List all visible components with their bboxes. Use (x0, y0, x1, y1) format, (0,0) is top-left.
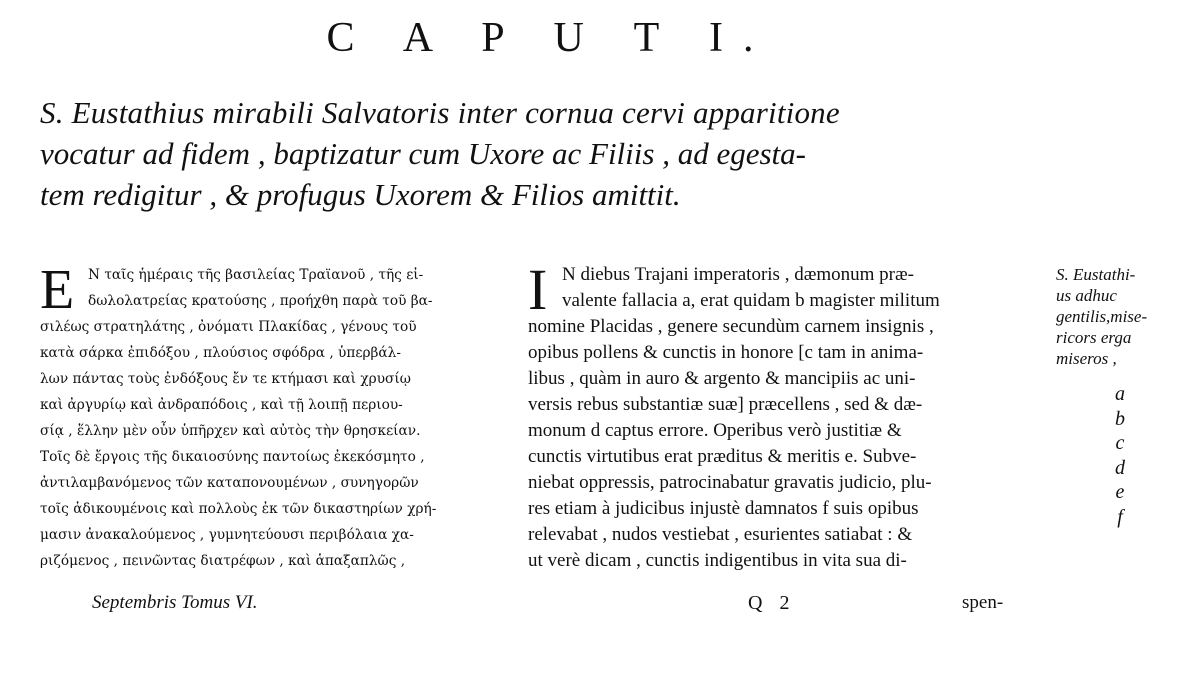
summary-line: vocatur ad fidem , baptizatur cum Uxore ac Filiis , ad egesta- (40, 136, 806, 171)
greek-dropcap: E (40, 259, 75, 321)
signature-mark: Q 2 (748, 592, 796, 614)
latin-line: niebat oppressis, patrocinabatur gravatis judicio, plu- (528, 472, 932, 493)
greek-line: σιλέως στρατηλάτης , ὀνόματι Πλακίδας , γένους τοῦ (40, 319, 417, 335)
latin-line: opibus pollens & cunctis in honore [c tam in anima- (528, 342, 924, 363)
latin-line: ut verè dicam , cunctis indigentibus in vita sua di- (528, 550, 907, 571)
footnote-letters (1100, 382, 1140, 529)
greek-line: Τοῖς δὲ ἔργοις τῆς δικαιοσύνης παντοίως ἐκεκόσμητο , (40, 449, 425, 465)
footnote-letter: b (1115, 407, 1125, 430)
margin-note-line: miseros , (1056, 349, 1117, 368)
summary-line: S. Eustathius mirabili Salvatoris inter cornua cervi apparitione (40, 95, 840, 130)
latin-line: cunctis virtutibus erat præditus & meritis e. Subve- (528, 446, 917, 467)
chapter-summary (40, 92, 1040, 215)
footnote-letter: d (1115, 456, 1125, 479)
margin-note-line: S. Eustathi- (1056, 265, 1136, 284)
latin-dropcap: I (528, 257, 548, 322)
greek-column (40, 259, 510, 574)
latin-line: res etiam à judicibus injustè damnatos f suis opibus (528, 498, 919, 519)
latin-line: nomine Placidas , genere secundùm carnem insignis , (528, 316, 934, 337)
latin-line: libus , quàm in auro & argento & mancipiis ac uni- (528, 368, 916, 389)
greek-line: λων πάντας τοὺς ἐνδόξους ἔν τε κτήμασι καὶ χρυσίῳ (40, 371, 411, 387)
margin-note-line: us adhuc (1056, 286, 1117, 305)
greek-line: ἀντιλαμβανόμενος τῶν καταπονουμένων , συνηγορῶν (40, 475, 419, 491)
greek-line: ριζόμενος , πεινῶντας διατρέφων , καὶ ἁπαξαπλῶς , (40, 553, 406, 569)
latin-line: versis rebus substantiæ suæ] præcellens , sed & dæ- (528, 394, 923, 415)
greek-line: Ν ταῖς ἡμέραις τῆς βασιλείας Τραϊανοῦ , τῆς εἰ- (88, 267, 424, 283)
greek-line: κατὰ σάρκα ἐπιδόξου , πλούσιος σφόδρα , ὑπερβάλ- (40, 345, 401, 361)
latin-line: monum d captus errore. Operibus verò justitiæ & (528, 420, 902, 441)
margin-note-line: gentilis,mise- (1056, 307, 1148, 326)
margin-note-line: ricors erga (1056, 328, 1132, 347)
footnote-letter: f (1117, 505, 1123, 528)
margin-note (1056, 264, 1196, 369)
latin-line: relevabat , nudos vestiebat , esurientes satiabat : & (528, 524, 913, 545)
latin-column (528, 257, 1033, 574)
volume-footer: Septembris Tomus VI. (92, 592, 258, 613)
footnote-letter: a (1115, 383, 1125, 405)
greek-line: καὶ ἀργυρίῳ καὶ ἀνδραπόδοις , καὶ τῇ λοιπῇ περιου- (40, 397, 403, 413)
latin-line: valente fallacia a, erat quidam b magister militum (562, 290, 940, 311)
greek-line: μασιν ἀνακαλούμενος , γυμνητεύουσι περιβόλαια χα- (40, 527, 414, 543)
greek-line: δωλολατρείας κρατούσης , προήχθη παρὰ τοῦ βα- (88, 293, 433, 309)
catchword: spen- (962, 592, 1004, 613)
greek-line: σίᾳ , ἕλλην μὲν οὖν ὑπῆρχεν καὶ αὐτὸς τὴν θρησκείαν. (40, 423, 421, 439)
greek-line: τοῖς ἀδικουμένοις καὶ πολλοὺς ἐκ τῶν δικαστηρίων χρή- (40, 501, 437, 517)
footnote-letter: c (1115, 432, 1125, 454)
chapter-heading: C A P U T I. (326, 15, 774, 61)
latin-line: N diebus Trajani imperatoris , dæmonum præ- (562, 264, 915, 285)
footnote-letter: e (1115, 481, 1125, 503)
summary-line: tem redigitur , & profugus Uxorem & Filios amittit. (40, 177, 681, 212)
